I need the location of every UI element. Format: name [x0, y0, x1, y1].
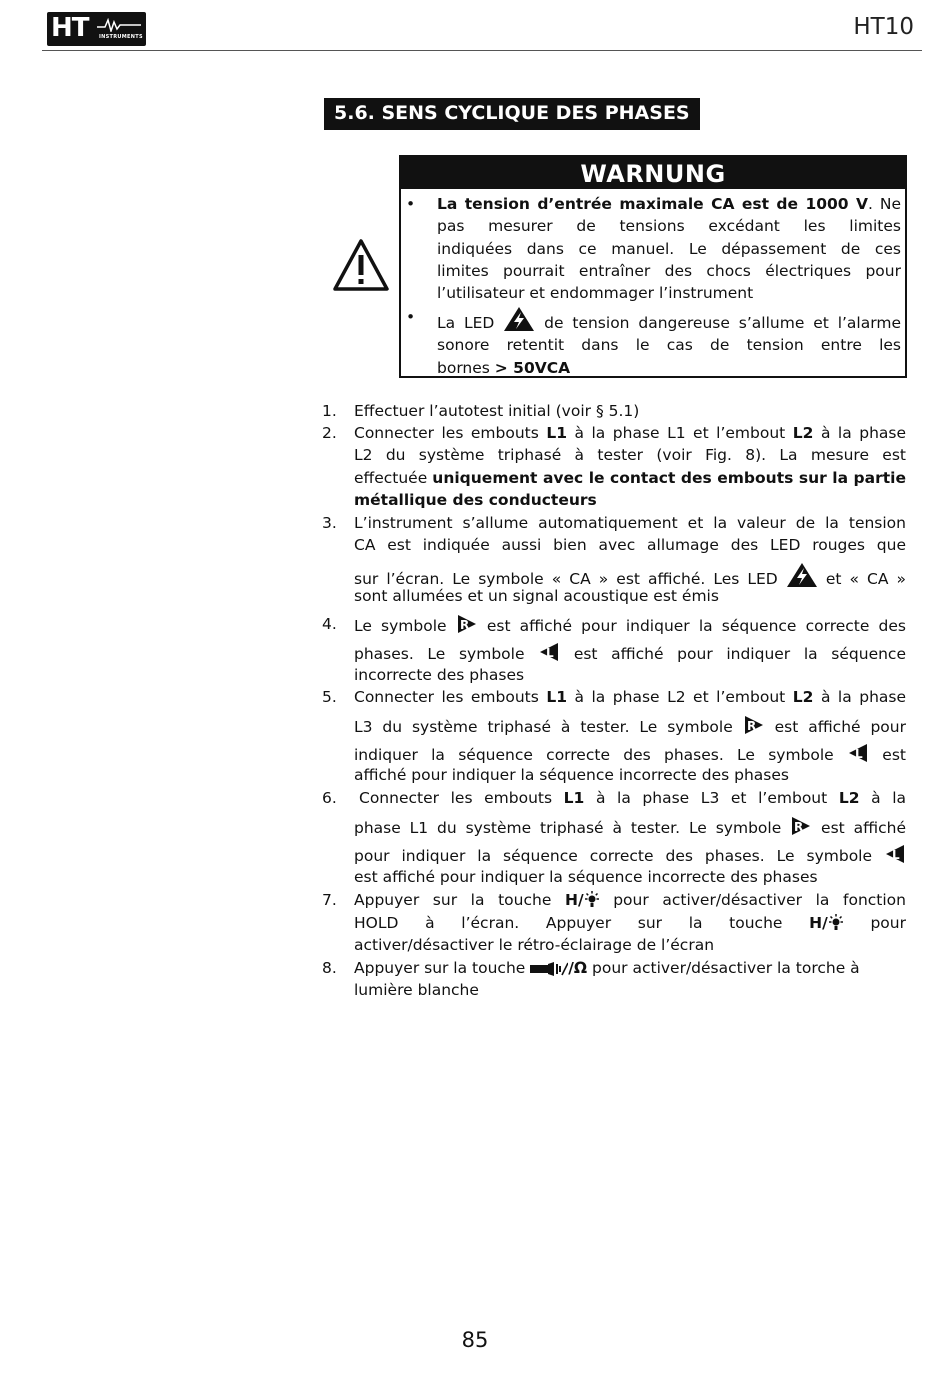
- step-line: pour indiquer la séquence correcte des phases. Le symbole L: [354, 843, 906, 867]
- logo-subtext: INSTRUMENTS: [99, 34, 143, 40]
- phase-l-icon: [884, 843, 906, 865]
- step-line: incorrecte des phases: [354, 666, 525, 684]
- phase-l-icon: [847, 742, 869, 764]
- step-line: Connecter les embouts L1 à la phase L1 et l’embout L2 à la phase: [354, 424, 906, 442]
- step-number: 8.: [322, 959, 337, 977]
- step-line: lumière blanche: [354, 981, 479, 1000]
- svg-text:R: R: [459, 618, 469, 632]
- step-line: effectuée uniquement avec le contact des embouts sur la partie: [354, 468, 906, 487]
- warning-line: pas mesurer de tensions excédant les limites: [437, 217, 901, 236]
- phase-r-icon: [743, 714, 765, 736]
- ht-logo: [47, 12, 146, 46]
- step-number: 2.: [322, 424, 337, 442]
- bullet: •: [406, 308, 416, 326]
- step-number: 3.: [322, 514, 337, 532]
- svg-text:L: L: [891, 848, 900, 862]
- step-number: 7.: [322, 891, 337, 909]
- header-divider: [42, 50, 922, 51]
- warning-line: bornes > 50VCA: [437, 358, 571, 377]
- svg-text:R: R: [746, 719, 756, 733]
- step-line: est affiché pour indiquer la séquence incorrecte des phases: [354, 868, 818, 886]
- step-line: phases. Le symbole L est affiché pour indiquer la séquence: [354, 641, 906, 665]
- bullet: •: [406, 195, 416, 213]
- step-line: L2 du système triphasé à tester (voir Fig. 8). La mesure est: [354, 446, 906, 465]
- step-line: Appuyer sur la touche /Ω pour activer/désactiver la torche à: [354, 959, 860, 977]
- step-line: affiché pour indiquer la séquence incorrecte des phases: [354, 766, 789, 784]
- document-code: HT10: [853, 14, 914, 40]
- step-line: Le symbole R est affiché pour indiquer la séquence correcte des: [354, 613, 906, 637]
- step-line: métallique des conducteurs: [354, 490, 597, 509]
- logo-wave-icon: [97, 18, 141, 32]
- step-line: Effectuer l’autotest initial (voir § 5.1): [354, 402, 640, 420]
- page-number: 85: [461, 1328, 489, 1352]
- section-title: 5.6. SENS CYCLIQUE DES PHASES: [324, 98, 700, 130]
- step-number: 5.: [322, 688, 337, 706]
- high-voltage-led-icon: [503, 306, 535, 332]
- svg-text:R: R: [794, 820, 804, 834]
- step-line: Connecter les embouts L1 à la phase L3 et l’embout L2 à la: [359, 789, 906, 807]
- step-number: 1.: [322, 402, 337, 420]
- warning-line: indiquées dans ce manuel. Le dépassement de ces: [437, 239, 901, 258]
- step-line: activer/désactiver le rétro-éclairage de l’écran: [354, 936, 715, 954]
- step-number: 6.: [322, 789, 337, 807]
- step-line: phase L1 du système triphasé à tester. Le symbole R est affiché: [354, 815, 906, 839]
- torch-icon: [530, 961, 568, 977]
- warning-line: l’utilisateur et endommager l’instrument: [437, 284, 754, 303]
- step-line: CA est indiquée aussi bien avec allumage des LED rouges que: [354, 536, 906, 555]
- warning-title: WARNUNG: [401, 157, 905, 189]
- warning-line: La tension d’entrée maximale CA est de 1000 V. Ne: [437, 195, 901, 213]
- backlight-icon: [584, 891, 600, 909]
- step-line: L’instrument s’allume automatiquement et la valeur de la tension: [354, 514, 906, 532]
- step-line: HOLD à l’écran. Appuyer sur la touche H/ pour: [354, 914, 906, 932]
- step-number: 4.: [322, 615, 337, 633]
- warning-line: La LED de tension dangereuse s’allume et l’alarme: [437, 306, 901, 334]
- step-line: L3 du système triphasé à tester. Le symbole R est affiché pour: [354, 714, 906, 738]
- backlight-icon: [828, 914, 844, 932]
- warning-line: sonore retentit dans le cas de tension entre les: [437, 336, 901, 355]
- svg-text:L: L: [546, 646, 554, 660]
- step-line: sont allumées et un signal acoustique est émis: [354, 587, 719, 605]
- svg-text:L: L: [855, 747, 863, 761]
- step-line: sur l’écran. Le symbole « CA » est affiché. Les LED et « CA »: [354, 562, 906, 590]
- step-line: Connecter les embouts L1 à la phase L2 et l’embout L2 à la phase: [354, 688, 906, 706]
- warning-triangle-icon: [332, 238, 390, 292]
- warning-line: limites pourrait entraîner des chocs électriques pour: [437, 261, 901, 280]
- step-line: indiquer la séquence correcte des phases. Le symbole L est: [354, 742, 906, 766]
- step-line: Appuyer sur la touche H/ pour activer/désactiver la fonction: [354, 891, 906, 909]
- warning-box: [399, 155, 907, 378]
- phase-r-icon: [790, 815, 812, 837]
- logo-text: HT: [51, 13, 89, 43]
- phase-l-icon: [538, 641, 560, 663]
- phase-r-icon: [456, 613, 478, 635]
